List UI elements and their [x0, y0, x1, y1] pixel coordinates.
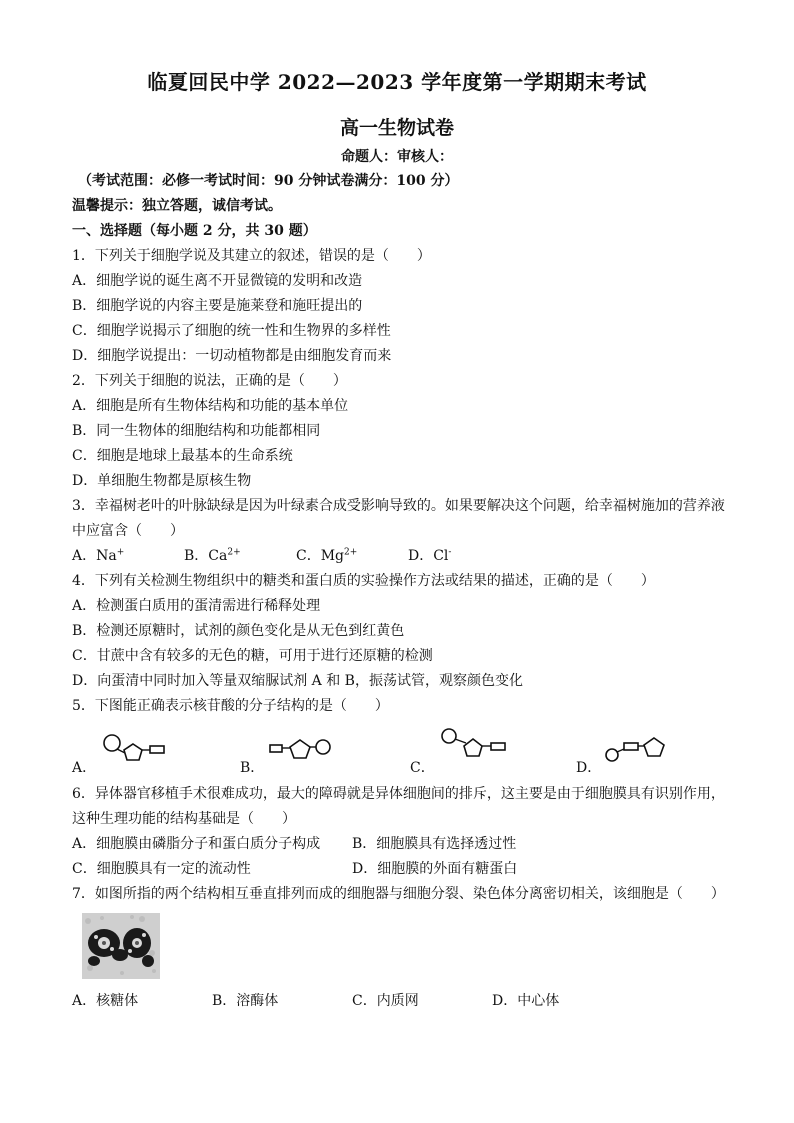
q5-option-b-label: B．	[240, 760, 265, 776]
q5-option-c-structure	[440, 727, 512, 761]
q3-stem-line1: 3．幸福树老叶的叶脉缺绿是因为叶绿素合成受影响导致的。如果要解决这个问题，给幸福树施加的营养液	[72, 498, 725, 514]
q6-option-c: C．细胞膜具有一定的流动性	[72, 861, 251, 877]
q7-stem: 7．如图所指的两个结构相互垂直排列而成的细胞器与细胞分裂、染色体分离密切相关，该细胞是（ ）	[72, 886, 725, 902]
q5-option-b-structure	[268, 737, 334, 765]
q3-stem-line2: 中应富含（ ）	[72, 523, 184, 539]
q5-option-d-label: D．	[576, 760, 602, 776]
q5-option-c-label: C．	[410, 760, 435, 776]
q4-option-a: A．检测蛋白质用的蛋清需进行稀释处理	[72, 598, 321, 614]
q4-option-c: C．甘蔗中含有较多的无色的糖，可用于进行还原糖的检测	[72, 648, 433, 664]
centriole-micrograph	[82, 913, 160, 979]
q6-stem-line2: 这种生理功能的结构基础是（ ）	[72, 811, 296, 827]
q1-option-d: D．细胞学说提出：一切动植物都是由细胞发育而来	[72, 348, 392, 364]
exam-title: 临夏回民中学 2022—2023 学年度第一学期期末考试	[147, 70, 647, 94]
exam-tip: 温馨提示：独立答题，诚信考试。	[72, 198, 282, 214]
exam-subtitle: 高一生物试卷	[339, 117, 454, 139]
q5-stem: 5．下图能正确表示核苷酸的分子结构的是（ ）	[72, 698, 389, 714]
q5-option-a-structure	[100, 733, 170, 765]
q4-stem: 4．下列有关检测生物组织中的糖类和蛋白质的实验操作方法或结果的描述，正确的是（ ）	[72, 573, 655, 589]
q3-option-c-text: C．Mg	[296, 548, 345, 564]
q3-option-c	[296, 546, 357, 566]
q7-option-b: B．溶酶体	[212, 993, 279, 1009]
q7-option-c: C．内质网	[352, 993, 419, 1009]
q4-option-b: B．检测还原糖时，试剂的颜色变化是从无色到红黄色	[72, 623, 405, 639]
q3-option-b-text: B．Ca	[184, 548, 228, 564]
q5-option-a-label: A．	[72, 760, 97, 776]
q3-option-a	[72, 546, 124, 566]
q3-option-d-text: D．Cl	[408, 548, 449, 564]
q3-option-c-sup: 2+	[344, 547, 358, 558]
q3-option-b-sup: 2+	[227, 547, 241, 558]
exam-scope: （考试范围：必修一考试时间：90 分钟试卷满分：100 分）	[78, 173, 459, 189]
q6-option-a: A．细胞膜由磷脂分子和蛋白质分子构成	[72, 836, 321, 852]
exam-authors: 命题人：审核人：	[341, 149, 453, 165]
q2-option-b: B．同一生物体的细胞结构和功能都相同	[72, 423, 321, 439]
q2-option-d: D．单细胞生物都是原核生物	[72, 473, 252, 489]
q1-option-c: C．细胞学说揭示了细胞的统一性和生物界的多样性	[72, 323, 391, 339]
q7-option-a: A．核糖体	[72, 993, 139, 1009]
q7-option-d: D．中心体	[492, 993, 560, 1009]
q3-option-d-sup: -	[448, 547, 452, 558]
q3-option-a-sup: +	[116, 547, 125, 558]
q1-option-a: A．细胞学说的诞生离不开显微镜的发明和改造	[72, 273, 363, 289]
q6-option-b: B．细胞膜具有选择透过性	[352, 836, 517, 852]
q3-option-d	[408, 546, 451, 566]
q3-option-b	[184, 546, 241, 566]
q4-option-d: D．向蛋清中同时加入等量双缩脲试剂 A 和 B，振荡试管，观察颜色变化	[72, 673, 523, 689]
section-heading: 一、选择题（每小题 2 分，共 30 题）	[72, 223, 317, 239]
q3-option-a-text: A．Na	[72, 548, 117, 564]
q2-option-a: A．细胞是所有生物体结构和功能的基本单位	[72, 398, 349, 414]
q6-option-d: D．细胞膜的外面有糖蛋白	[352, 861, 518, 877]
q1-option-b: B．细胞学说的内容主要是施莱登和施旺提出的	[72, 298, 363, 314]
q1-stem: 1．下列关于细胞学说及其建立的叙述，错误的是（ ）	[72, 248, 431, 264]
q2-option-c: C．细胞是地球上最基本的生命系统	[72, 448, 293, 464]
q6-stem-line1: 6．异体器官移植手术很难成功，最大的障碍就是异体细胞间的排斥，这主要是由于细胞膜具有识别作用，	[72, 786, 725, 802]
q5-option-d-structure	[604, 735, 670, 765]
q2-stem: 2．下列关于细胞的说法，正确的是（ ）	[72, 373, 347, 389]
